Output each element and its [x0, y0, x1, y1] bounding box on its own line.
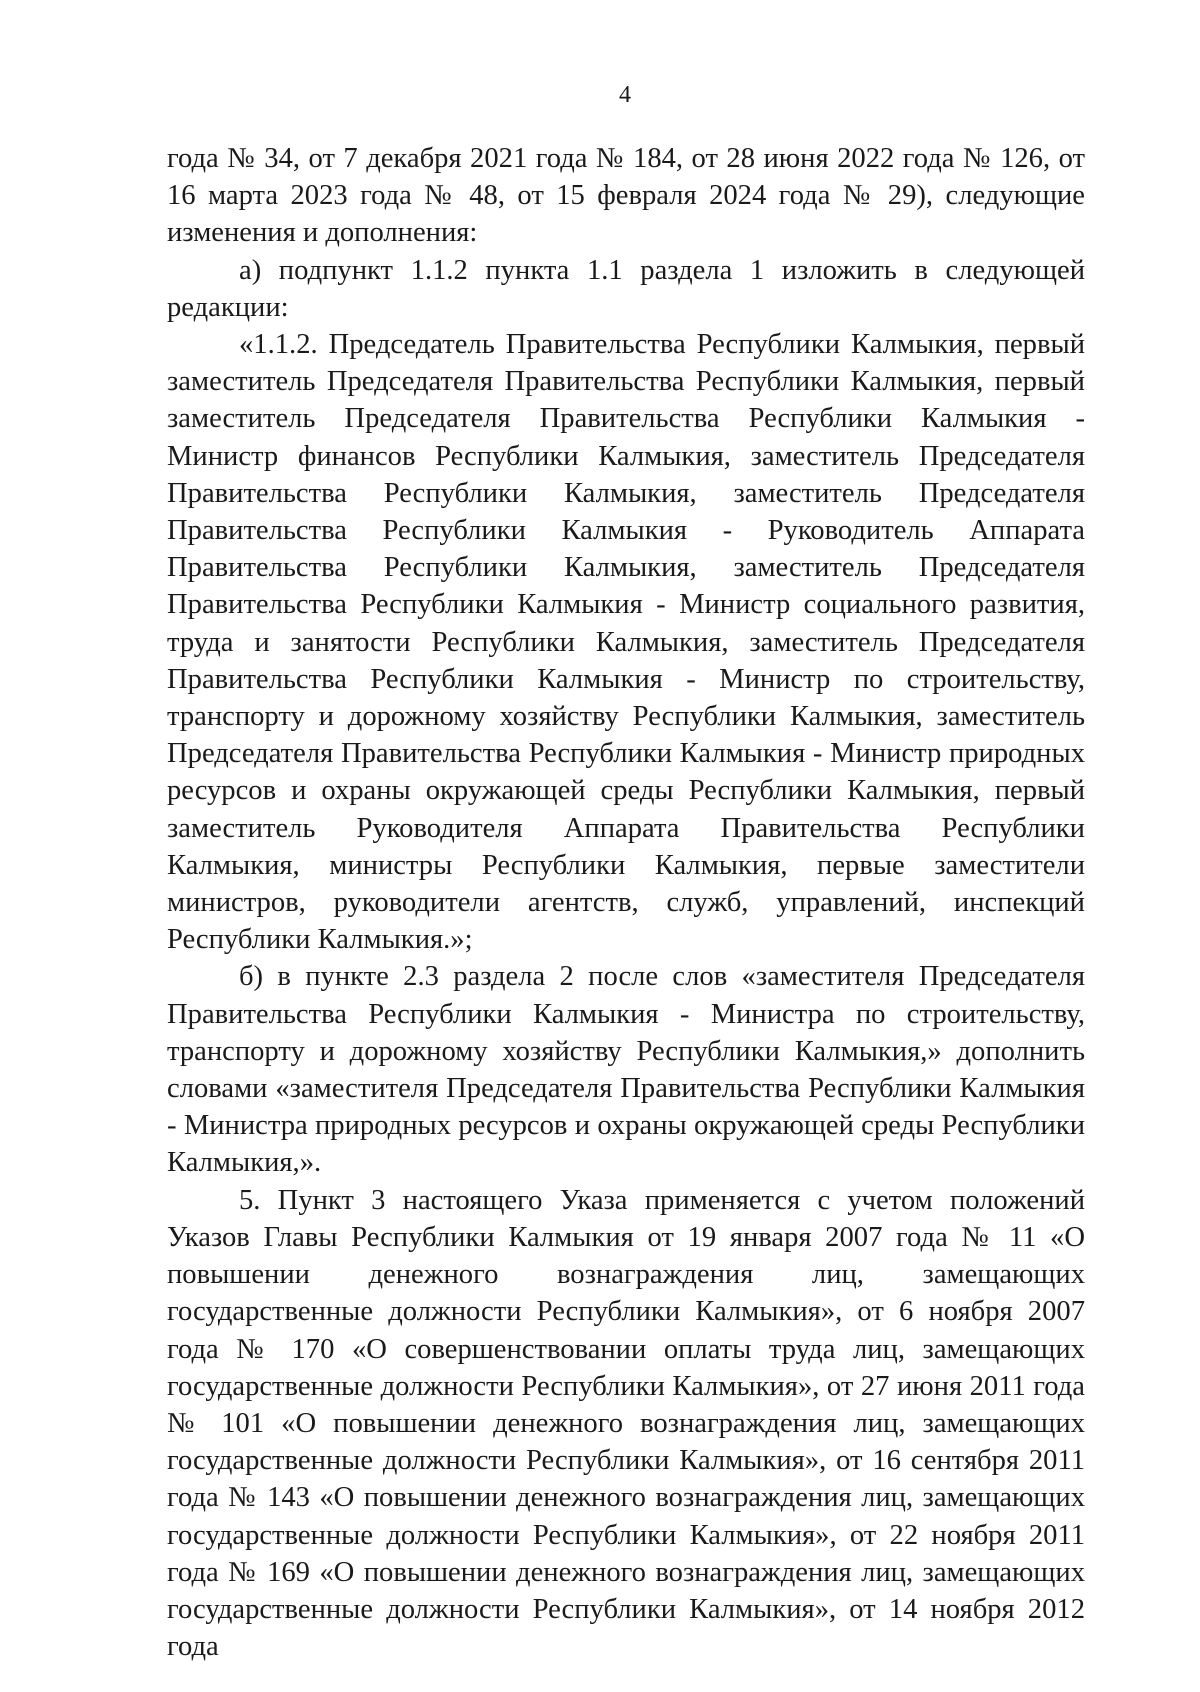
- paragraph-subitem-b: б) в пункте 2.3 раздела 2 после слов «заместителя Председателя Правительства Республики Калмыкия - Министра по строительству, транспорту и дорожному хозяйству Республики Калмыкия,» дополнить словами «заместителя Председателя Правительства Республики Калмыкия - Министра природных ресурсов и охраны окружающей среды Республики Калмыкия,».: [167, 961, 1085, 1179]
- paragraph-item-5: 5. Пункт 3 настоящего Указа применяется с учетом положений Указов Главы Республики Калмыкия от 19 января 2007 года № 11 «О повышении денежного вознаграждения лиц, замещающих государственные должности Республики Калмыкия», от 6 ноября 2007 года № 170 «О совершенствовании оплаты труда лиц, замещающих государственные должности Республики Калмыкия», от 27 июня 2011 года № 101 «О повышении денежного вознаграждения лиц, замещающих государственные должности Республики Калмыкия», от 16 сентября 2011 года № 143 «О повышении денежного вознаграждения лиц, замещающих государственные должности Республики Калмыкия», от 22 ноября 2011 года № 169 «О повышении денежного вознаграждения лиц, замещающих государственные должности Республики Калмыкия», от 14 ноября 2012 года: [167, 1184, 1085, 1663]
- document-body: [167, 140, 1085, 1665]
- page-number: 4: [619, 82, 631, 108]
- paragraph-quoted-1-1-2: «1.1.2. Председатель Правительства Республики Калмыкия, первый заместитель Председателя Правительства Республики Калмыкия, первый заместитель Председателя Правительства Республики Калмыкия - Министр финансов Республики Калмыкия, заместитель Председателя Правительства Республики Калмыкия, заместитель Председателя Правительства Республики Калмыкия - Руководитель Аппарата Правительства Республики Калмыкия, заместитель Председателя Правительства Республики Калмыкия - Министр социального развития, труда и занятости Республики Калмыкия, заместитель Председателя Правительства Республики Калмыкия - Министр по строительству, транспорту и дорожному хозяйству Республики Калмыкия, заместитель Председателя Правительства Республики Калмыкия - Министр природных ресурсов и охраны окружающей среды Республики Калмыкия, первый заместитель Руководителя Аппарата Правительства Республики Калмыкия, министры Республики Калмыкия, первые заместители министров, руководители агентств, служб, управлений, инспекций Республики Калмыкия.»;: [167, 329, 1085, 956]
- paragraph-continuation: года № 34, от 7 декабря 2021 года № 184, от 28 июня 2022 года № 126, от 16 марта 2023 года № 48, от 15 февраля 2024 года № 29), следующие изменения и дополнения:: [167, 143, 1085, 249]
- paragraph-subitem-a: а) подпункт 1.1.2 пункта 1.1 раздела 1 изложить в следующей редакции:: [167, 254, 1085, 323]
